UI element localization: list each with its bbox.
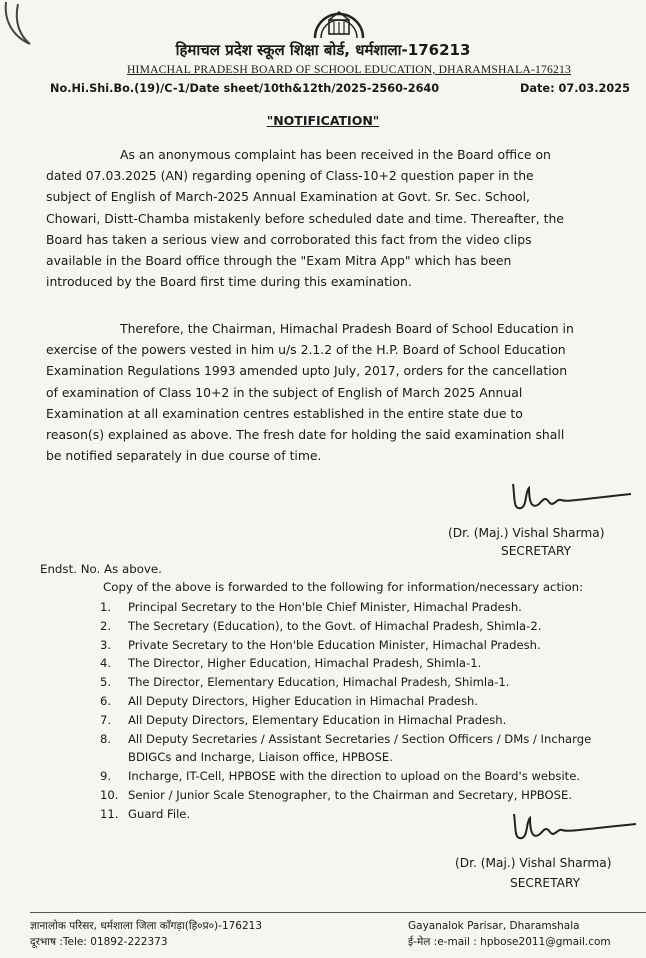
list-item-number: 1. — [100, 600, 112, 614]
notification-date: Date: 07.03.2025 — [520, 82, 630, 95]
footer-email: ई-मेल :e-mail : hpbose2011@gmail.com — [408, 936, 611, 948]
list-item — [100, 692, 646, 711]
list-item — [100, 767, 646, 786]
footer-address-hindi — [30, 918, 262, 950]
list-item-number: 7. — [100, 712, 112, 727]
paragraph-cancellation — [46, 318, 646, 466]
list-item-text: Senior / Junior Scale Stenographer, to the Chairman and Secretary, HPBOSE. — [128, 787, 573, 802]
signatory-name: (Dr. (Maj.) Vishal Sharma) — [455, 856, 612, 870]
paragraph-line: Therefore, the Chairman, Himachal Pradesh Board of School Education in — [120, 321, 574, 336]
list-item — [100, 730, 646, 749]
list-item-text: The Secretary (Education), to the Govt. of Himachal Pradesh, Shimla-2. — [128, 618, 542, 633]
list-item-number: 10. — [100, 787, 119, 802]
list-item-number: 5. — [100, 675, 112, 690]
list-item-number: 11. — [100, 806, 119, 821]
list-item — [100, 617, 646, 636]
footer-divider — [30, 912, 646, 913]
paragraph-line: dated 07.03.2025 (AN) regarding opening of Class-10+2 question paper in the — [46, 168, 534, 184]
list-item — [100, 636, 646, 655]
paragraph-line: be notified separately in due course of time. — [46, 448, 322, 464]
list-item — [100, 711, 646, 730]
notification-heading: "NOTIFICATION" — [266, 113, 380, 128]
list-item-text: Incharge, IT-Cell, HPBOSE with the direction to upload on the Board's website. — [128, 769, 581, 784]
list-item — [100, 786, 646, 805]
footer-phone: दूरभाष :Tele: 01892-222373 — [30, 936, 168, 948]
reference-line — [50, 82, 630, 95]
paragraph-line: Examination Regulations 1993 amended upto July, 2017, orders for the cancellation — [46, 363, 568, 379]
list-item — [100, 654, 646, 673]
list-item-text: All Deputy Secretaries / Assistant Secretaries / Section Officers / DMs / Incharge — [128, 731, 592, 746]
list-item-text: The Director, Higher Education, Himachal Pradesh, Shimla-1. — [128, 656, 482, 671]
list-item-text: All Deputy Directors, Higher Education in Himachal Pradesh. — [128, 693, 479, 708]
paragraph-line: Examination at all examination centres established in the entire state due to — [46, 405, 523, 421]
paragraph-complaint — [46, 144, 646, 292]
paragraph-line: Chowari, Distt-Chamba mistakenly before scheduled date and time. Thereafter, the — [46, 210, 564, 226]
signatory-name: (Dr. (Maj.) Vishal Sharma) — [448, 526, 605, 540]
list-item-number: 9. — [100, 769, 112, 784]
signatory-title: SECRETARY — [510, 876, 581, 890]
list-item-text: BDIGCs and Incharge, Liaison office, HPBOSE. — [128, 750, 393, 765]
list-item-number: 4. — [100, 656, 112, 671]
paragraph-line: Board has taken a serious view and corroborated this fact from the video clips — [46, 231, 532, 247]
board-name-hindi: हिमाचल प्रदेश स्कूल शिक्षा बोर्ड, धर्मशाला-176213 — [175, 41, 471, 59]
list-item-number: 3. — [100, 637, 112, 652]
list-item-text: The Director, Elementary Education, Himachal Pradesh, Shimla-1. — [128, 675, 510, 690]
paragraph-line: As an anonymous complaint has been received in the Board office on — [120, 147, 551, 162]
list-item — [100, 598, 646, 617]
reference-number: No.Hi.Shi.Bo.(19)/C-1/Date sheet/10th&12th/2025-2560-2640 — [50, 82, 440, 95]
list-item-number: 2. — [100, 618, 112, 633]
signatory-title: SECRETARY — [501, 544, 572, 558]
endorsement-number: Endst. No. As above. — [40, 562, 162, 576]
paragraph-line: introduced by the Board first time during this examination. — [46, 274, 412, 290]
board-emblem-icon — [309, 0, 369, 38]
list-item-number: 6. — [100, 693, 112, 708]
copy-forwarded-intro: Copy of the above is forwarded to the following for information/necessary action: — [103, 580, 584, 594]
distribution-list — [100, 598, 646, 824]
footer-address-english — [408, 918, 611, 950]
list-item-text: Guard File. — [128, 806, 191, 821]
list-item — [100, 673, 646, 692]
signature-mark — [506, 810, 641, 850]
footer-address-line: ज्ञानालोक परिसर, धर्मशाला जिला काँगड़ा(हि०प्र०)-176213 — [30, 920, 263, 932]
paragraph-line: of examination of Class 10+2 in the subject of English of March 2025 Annual — [46, 384, 523, 400]
list-item-number: 8. — [100, 731, 112, 746]
paragraph-line: subject of English of March-2025 Annual Examination at Govt. Sr. Sec. School, — [46, 189, 530, 205]
footer-address-line: Gayanalok Parisar, Dharamshala — [408, 920, 580, 932]
paragraph-line: available in the Board office through the "Exam Mitra App" which has been — [46, 253, 512, 269]
paragraph-line: reason(s) explained as above. The fresh date for holding the said examination shall — [46, 427, 565, 443]
list-item-text: Private Secretary to the Hon'ble Education Minister, Himachal Pradesh. — [128, 637, 541, 652]
paragraph-line: exercise of the powers vested in him u/s 2.1.2 of the H.P. Board of School Education — [46, 342, 566, 358]
list-item-text: All Deputy Directors, Elementary Education in Himachal Pradesh. — [128, 712, 507, 727]
signature-mark — [505, 478, 635, 520]
list-item-continuation — [100, 748, 646, 767]
list-item-text: Principal Secretary to the Hon'ble Chief Minister, Himachal Pradesh. — [128, 600, 522, 614]
board-name-english: HIMACHAL PRADESH BOARD OF SCHOOL EDUCATION, DHARAMSHALA-176213 — [126, 63, 572, 76]
